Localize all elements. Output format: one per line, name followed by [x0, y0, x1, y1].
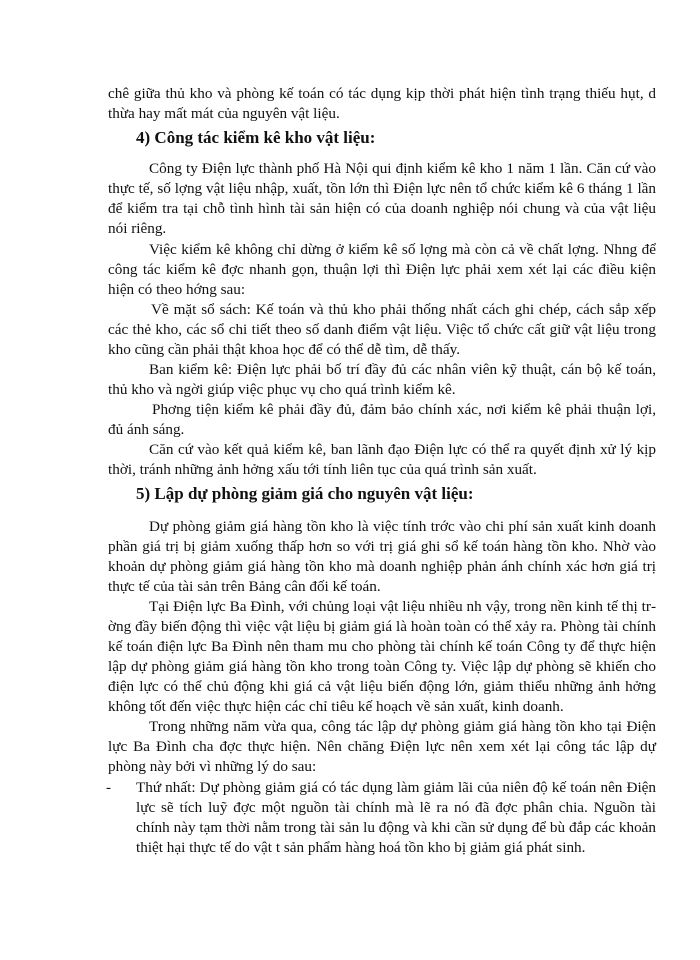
bullet-marker: -: [106, 780, 111, 796]
paragraph-recent-years: Trong những năm vừa qua, công tác lập dự phòng giảm giá hàng tồn kho tại Điện lực Ba Đình cha đợc thực hiện. Nên chăng Điện lực nên xem xét lại công tác lập dự phòng này bởi vì những lý do sau:: [108, 718, 656, 775]
paragraph-bookkeeping: Về mặt sổ sách: Kế toán và thủ kho phải thống nhất cách ghi chép, cách sắp xếp các thẻ kho, các sổ chi tiết theo số danh điểm vật liệu. Việc tổ chức cất giữ vật liệu trong kho cũng cần phải thật khoa học để có thể dễ tìm, dễ thấy.: [108, 301, 656, 358]
bullet-reason-first: Thứ nhất: Dự phòng giảm giá có tác dụng làm giảm lãi của niên độ kế toán nên Điện lực sẽ tích luỹ đợc một nguồn tài chính mà lẽ ra nó đã đợc phân chia. Nguồn tài chính này tạm thời nằm trong tài sản lu động và khi cần sử dụng để bù đắp các khoản thiệt hại thực tế do vật t sản phẩm hàng hoá tồn kho bị giảm giá phát sinh.: [136, 779, 656, 856]
paragraph-provision-definition: Dự phòng giảm giá hàng tồn kho là việc tính trớc vào chi phí sản xuất kinh doanh phần giá trị bị giảm xuống thấp hơn so với trị giá ghi sổ kế toán hàng tồn kho. Nhờ vào khoản dự phòng giảm giá hàng tồn kho mà doanh nghiệp phản ánh chính xác hơn giá trị thực tế của tài sản trên Bảng cân đối kế toán.: [108, 518, 656, 595]
paragraph-inventory-board: Ban kiểm kê: Điện lực phải bố trí đầy đủ các nhân viên kỹ thuật, cán bộ kế toán, thủ kho và ngời giúp việc phục vụ cho quá trình kiểm kê.: [108, 361, 656, 398]
paragraph-inventory-schedule: Công ty Điện lực thành phố Hà Nội qui định kiểm kê kho 1 năm 1 lần. Căn cứ vào thực tế, số lợng vật liệu nhập, xuất, tồn lớn thì Điện lực nên tổ chức kiểm kê 6 tháng 1 lần để kiểm tra tại chỗ tình hình tài sản hiện có của doanh nghiệp nói chung và của vật liệu nói riêng.: [108, 160, 656, 237]
heading-section-5: 5) Lập dự phòng giảm giá cho nguyên vật liệu:: [136, 484, 474, 503]
paragraph-ba-dinh-situation: Tại Điện lực Ba Đình, với chủng loại vật liệu nhiều nh vậy, trong nền kinh tế thị trờng đầy biến động thì việc vật liệu bị giảm giá là hoàn toàn có thể xảy ra. Phòng tài chính kế toán điện lực Ba Đình nên tham mu cho phòng tài chính kế toán Công ty để thực hiện lập dự phòng giảm giá hàng tồn kho trong toàn Công ty. Việc lập dự phòng sẽ khiến cho điện lực có thể chủ động khi giá cả vật liệu biến động lớn, giảm thiểu những ảnh hởng không tốt đến việc thực hiện các chỉ tiêu kế hoạch về sản xuất, kinh doanh.: [108, 598, 656, 715]
paragraph-inventory-results: Căn cứ vào kết quả kiểm kê, ban lãnh đạo Điện lực có thể ra quyết định xử lý kịp thời, tránh những ảnh hởng xấu tới tính liên tục của quá trình sản xuất.: [108, 441, 656, 478]
paragraph-inventory-means: Phơng tiện kiểm kê phải đầy đủ, đảm bảo chính xác, nơi kiểm kê phải thuận lợi, đủ ánh sáng.: [108, 401, 656, 438]
paragraph-intro: chê giữa thủ kho và phòng kế toán có tác dụng kịp thời phát hiện tình trạng thiếu hụt, d thừa hay mất mát của nguyên vật liệu.: [108, 85, 656, 122]
paragraph-inventory-quality: Việc kiểm kê không chỉ dừng ở kiểm kê số lợng mà còn cả về chất lợng. Nhng để công tác kiểm kê đợc nhanh gọn, thuận lợi thì Điện lực phải xem xét lại các điều kiện hiện có theo hớng sau:: [108, 241, 656, 298]
heading-section-4: 4) Công tác kiểm kê kho vật liệu:: [136, 128, 376, 147]
